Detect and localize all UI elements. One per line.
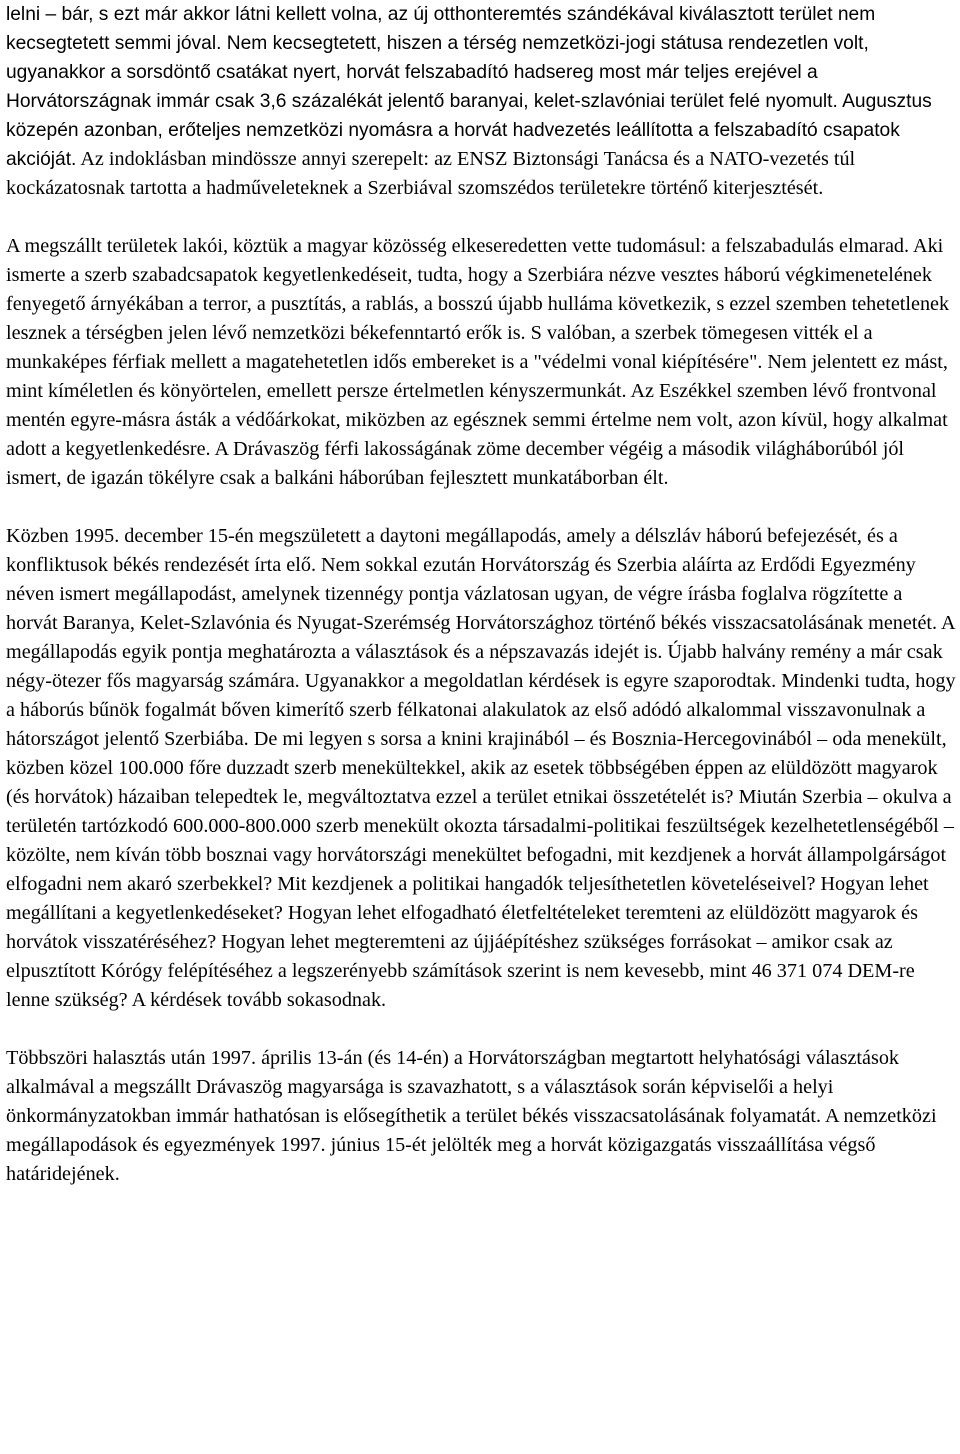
paragraph-4: Többszöri halasztás után 1997. április 13-án (és 14-én) a Horvátországban megtartott helyhatósági választások alkalmával a megszállt Drávaszög magyarsága is szavazhatott, s a választások során képviselői a helyi önkormányzatokban immár hathatósan is elősegíthetik a terület békés visszacsatolásának folyamatát. A nemzetközi megállapodások és egyezmények 1997. június 15-ét jelölték meg a horvát közigazgatás visszaállítása végső határidejének. (6, 1047, 937, 1185)
paragraph-1-serif-part: Az indoklásban mindössze annyi szerepelt: az ENSZ Biztonsági Tanácsa és a NATO-vezetés túl kockázatosnak tartotta a hadműveleteknek a Szerbiával szomszédos területekre történő kiterjesztését. (6, 148, 856, 199)
paragraph-1-sans-part: lelni – bár, s ezt már akkor látni kellett volna, az új otthonteremtés szándékával kiválasztott terület nem kecsegtetett semmi jóval. Nem kecsegtetett, hiszen a térség nemzetközi-jogi státusa rendezetlen volt, ugyanakkor a sorsdöntő csatákat nyert, horvát felszabadító hadsereg most már teljes erejével a Horvátországnak immár csak 3,6 százalékát jelentő baranyai, kelet-szlavóniai terület felé nyomult. Augusztus közepén azonban, erőteljes nemzetközi nyomásra a horvát hadvezetés leállította a felszabadító csapatok akcióját. (6, 4, 932, 170)
document-page (6, 0, 956, 1189)
paragraph-2: A megszállt területek lakói, köztük a magyar közösség elkeseredetten vette tudomásul: a felszabadulás elmarad. Aki ismerte a szerb szabadcsapatok kegyetlenkedéseit, tudta, hogy a Szerbiára nézve vesztes háború végkimenetelének fenyegető árnyékában a terror, a pusztítás, a rablás, a bosszú újabb hulláma következik, s ezzel szemben tehetetlenek lesznek a térségben jelen lévő nemzetközi békefenntartó erők is. S valóban, a szerbek tömegesen vitték el a munkaképes férfiak mellett a magatehetetlen idős embereket is a "védelmi vonal kiépítésére". Nem jelentett ez mást, mint kíméletlen és könyörtelen, emellett persze értelmetlen kényszermunkát. Az Eszékkel szemben lévő frontvonal mentén egyre-másra ásták a védőárkokat, miközben az egésznek semmi értelme nem volt, azon kívül, hogy alkalmat adott a kegyetlenkedésre. A Drávaszög férfi lakosságának zöme december végéig a második világháborúból jól ismert, de igazán tökélyre csak a balkáni háborúban fejlesztett munkatáborban élt. (6, 235, 950, 489)
paragraph-1 (6, 0, 956, 203)
paragraph-3: Közben 1995. december 15-én megszületett a daytoni megállapodás, amely a délszláv háború befejezését, és a konfliktusok békés rendezését írta elő. Nem sokkal ezután Horvátország és Szerbia aláírta az Erdődi Egyezmény néven ismert megállapodást, amelynek tizennégy pontja vázlatosan ugyan, de végre írásba foglalva rögzítette a horvát Baranya, Kelet-Szlavónia és Nyugat-Szerémség Horvátországhoz történő békés visszacsatolásának menetét. A megállapodás egyik pontja meghatározta a választások és a népszavazás idejét is. Újabb halvány remény a már csak négy-ötezer fős magyarság számára. Ugyanakkor a megoldatlan kérdések is egyre szaporodtak. Mindenki tudta, hogy a háborús bűnök fogalmát bőven kimerítő szerb félkatonai alakulatok az első adódó alkalommal visszavonulnak a hátországot jelentő Szerbiába. De mi legyen s sorsa a knini krajinából – és Bosznia-Hercegovinából – oda menekült, közben közel 100.000 főre duzzadt szerb menekültekkel, akik az esetek többségében éppen az elüldözött magyarok (és horvátok) házaiban telepedtek le, megváltoztatva ezzel a terület etnikai összetételét is? Miután Szerbia – okulva a területén tartózkodó 600.000-800.000 szerb menekült okozta társadalmi-politikai feszültségek kezelhetetlenségéből – közölte, nem kíván több bosznai vagy horvátországi menekültet befogadni, mit kezdjenek a horvát állampolgárságot elfogadni nem akaró szerbekkel? Mit kezdjenek a politikai hangadók teljesíthetetlen követeléseivel? Hogyan lehet megállítani a kegyetlenkedéseket? Hogyan lehet elfogadható életfeltételeket teremteni az elüldözött magyarok és horvátok visszatéréséhez? Hogyan lehet megteremteni az újjáépítéshez szükséges forrásokat – amikor csak az elpusztított Kórógy felépítéséhez a legszerényebb számítások szerint is nem kevesebb, mint 46 371 074 DEM-re lenne szükség? A kérdések tovább sokasodnak. (6, 525, 956, 1011)
